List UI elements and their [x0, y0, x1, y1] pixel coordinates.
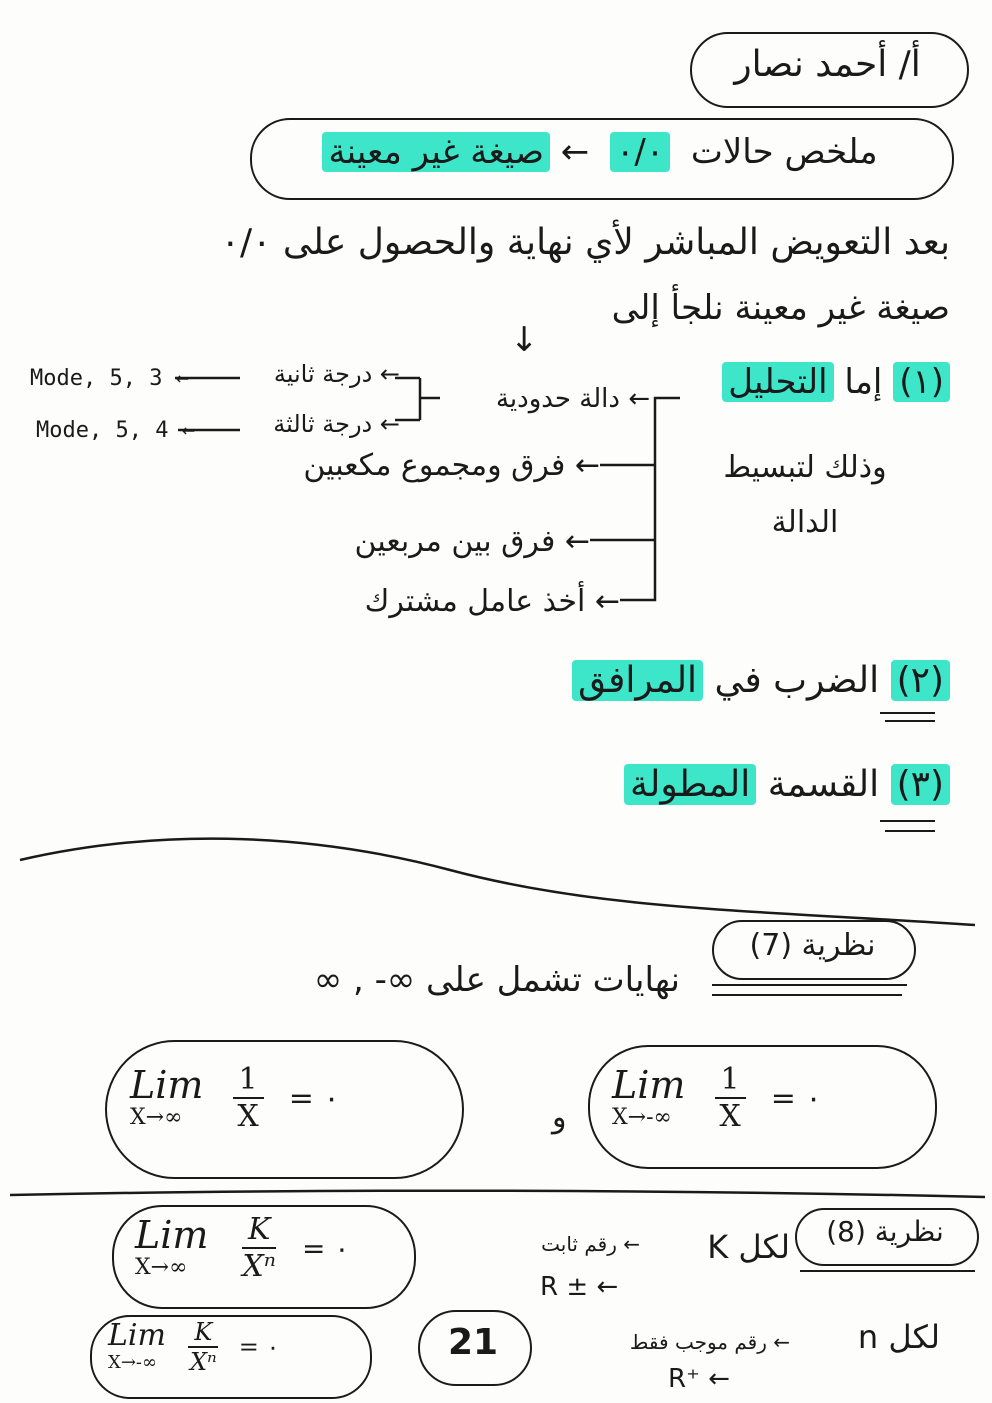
- theorem-8-eq2: [108, 1318, 279, 1376]
- method-1-number: (١): [893, 362, 950, 402]
- poly-arrow-icon: ←: [628, 384, 650, 414]
- method-1-note-line-1: وذلك لتبسيط: [723, 450, 887, 485]
- theorem-8-cond2-prefix: لكل n: [857, 1318, 940, 1356]
- cond1-arrow-icon: ←: [623, 1232, 640, 1256]
- common-text: أخذ عامل مشترك: [364, 584, 586, 619]
- theorem-8-cond2: [790, 1318, 940, 1356]
- deg3-arrow-icon: ←: [379, 410, 400, 438]
- method-2-underline-2: [885, 720, 935, 722]
- theorem-7-eq2-num: 1: [715, 1062, 746, 1099]
- deg2-label: [250, 360, 400, 388]
- theorem-8-cond2-note-text: رقم موجب فقط: [629, 1330, 767, 1354]
- theorem-8-cond1-set: [540, 1272, 618, 1302]
- theorem-8-cond1-note: [510, 1232, 640, 1256]
- theorem-8-cond2-note: [560, 1330, 790, 1354]
- method-3: [480, 764, 950, 805]
- cubes-label: [270, 448, 600, 483]
- cond2-arrow-icon: ←: [773, 1330, 790, 1354]
- theorem-7-eq2-rhs: = ٠: [770, 1080, 822, 1116]
- summary-title-highlight: صيغة غير معينة: [322, 132, 550, 172]
- cubes-text: فرق ومجموع مكعبين: [303, 448, 566, 483]
- down-arrow-icon: ↓: [510, 320, 539, 360]
- theorem-7-eq2-den: X: [719, 1099, 741, 1134]
- theorem-7-eq1-lim: [130, 1065, 203, 1131]
- theorem-8-eq2-den: Xⁿ: [189, 1348, 217, 1376]
- theorem-7-eq1-lim-text: Lim: [130, 1063, 204, 1107]
- theorem-7-joiner: و: [552, 1100, 567, 1135]
- theorem-8-eq1-lim-text: Lim: [135, 1213, 209, 1257]
- deg2-text: درجة ثانية: [273, 360, 373, 388]
- poly-text: دالة حدودية: [495, 384, 620, 414]
- intro-line-1: بعد التعويض المباشر لأي نهاية والحصول على ٠/٠: [220, 222, 950, 263]
- section-divider: [0, 1185, 992, 1205]
- method-3-highlight: المطولة: [624, 764, 756, 805]
- theorem-7-eq1-sub: X→∞: [130, 1105, 183, 1130]
- theorem-8-cond1-set-text: R ±: [540, 1272, 589, 1302]
- common-arrow-icon: ←: [594, 584, 620, 619]
- theorem-7-eq1-fraction: [231, 1062, 264, 1134]
- deg2-mode: [30, 366, 189, 391]
- theorem-8-cond1: [640, 1228, 790, 1266]
- theorem-7-label: نظرية (7): [749, 928, 876, 963]
- poly-label: [450, 384, 650, 414]
- method-2-number: (٢): [891, 660, 950, 701]
- theorem-8-underline: [800, 1270, 975, 1272]
- method-1-note-line-2: الدالة: [771, 505, 839, 540]
- theorem-7-eq2-lim-text: Lim: [612, 1063, 686, 1107]
- cubes-arrow-icon: ←: [574, 448, 600, 483]
- theorem-8-eq2-num: K: [188, 1318, 218, 1348]
- deg2-mode-text: Mode, 5, 3: [30, 366, 163, 391]
- theorem-8-cond1-note-text: رقم ثابت: [541, 1232, 617, 1256]
- method-2: [440, 660, 950, 701]
- theorem-8-cond1-prefix: لكل K: [707, 1228, 790, 1266]
- method-2-prefix: الضرب في: [714, 660, 880, 701]
- theorem-7-eq1-num: 1: [233, 1062, 264, 1099]
- theorem-8-eq2-rhs: = ٠: [238, 1333, 280, 1361]
- page-number: 21: [447, 1322, 499, 1363]
- theorem-8-cond2-set: [668, 1364, 730, 1394]
- theorem-8-eq1-rhs: = ٠: [301, 1231, 350, 1265]
- cond2-set-arrow-icon: ←: [708, 1364, 730, 1394]
- theorem-8-eq1-sub: X→∞: [135, 1255, 188, 1280]
- deg3-mode-arrow-icon: ←: [181, 418, 195, 443]
- deg3-mode: [36, 418, 195, 443]
- deg3-text: درجة ثالثة: [273, 410, 373, 438]
- method-2-highlight: المرافق: [572, 660, 703, 701]
- theorem-7-underline-2: [712, 994, 902, 996]
- method-3-prefix: القسمة: [767, 764, 880, 805]
- theorem-8-label: نظرية (8): [826, 1215, 944, 1248]
- theorem-7-eq1: [130, 1062, 340, 1134]
- theorem-7-eq2-fraction: [713, 1062, 746, 1134]
- deg3-label: [250, 410, 400, 438]
- theorem-8-eq1-lim: [135, 1215, 208, 1281]
- theorem-8-eq2-lim: [108, 1320, 166, 1374]
- theorem-7-underline: [712, 984, 907, 986]
- theorem-8-eq2-fraction: [184, 1318, 223, 1376]
- theorem-7-eq2: [612, 1062, 822, 1134]
- summary-arrow: ←: [560, 132, 590, 172]
- author-name: أ/ أحمد نصار: [734, 44, 921, 85]
- squares-text: فرق بين مربعين: [354, 524, 556, 559]
- theorem-8-cond2-set-text: R⁺: [668, 1364, 700, 1394]
- method-3-number: (٣): [891, 764, 950, 805]
- wavy-divider: [0, 830, 992, 930]
- theorem-8-eq1-num: K: [242, 1212, 276, 1249]
- method-1-highlight: التحليل: [722, 362, 833, 402]
- method-2-underline: [880, 712, 935, 714]
- summary-title-prefix: ملخص حالات: [690, 132, 878, 172]
- method-1-prefix: إما: [844, 362, 883, 402]
- deg3-mode-text: Mode, 5, 4: [36, 418, 169, 443]
- theorem-7-eq1-rhs: = ٠: [288, 1080, 340, 1116]
- intro-line-2: صيغة غير معينة نلجأ إلى: [611, 288, 950, 328]
- common-factor-label: [320, 584, 620, 619]
- deg2-arrow-icon: ←: [379, 360, 400, 388]
- theorem-8-eq2-lim-text: Lim: [108, 1318, 166, 1353]
- summary-form-fraction: ٠/٠: [610, 132, 670, 172]
- theorem-8-eq2-sub: X→-∞: [108, 1352, 157, 1373]
- theorem-7-eq2-lim: [612, 1065, 685, 1131]
- theorem-8-eq1-den: Xⁿ: [242, 1249, 276, 1284]
- squares-label: [280, 524, 590, 559]
- deg2-mode-arrow-icon: ←: [175, 366, 189, 391]
- squares-arrow-icon: ←: [564, 524, 590, 559]
- theorem-7-eq2-sub: X→-∞: [612, 1105, 672, 1130]
- theorem-8-eq1-fraction: [236, 1212, 282, 1284]
- cond1-set-arrow-icon: ←: [596, 1272, 619, 1302]
- theorem-7-description: نهايات تشمل على ∞- , ∞: [313, 960, 680, 1000]
- theorem-7-eq1-den: X: [237, 1099, 259, 1134]
- theorem-8-eq1: [135, 1212, 349, 1284]
- method-3-underline: [880, 820, 935, 822]
